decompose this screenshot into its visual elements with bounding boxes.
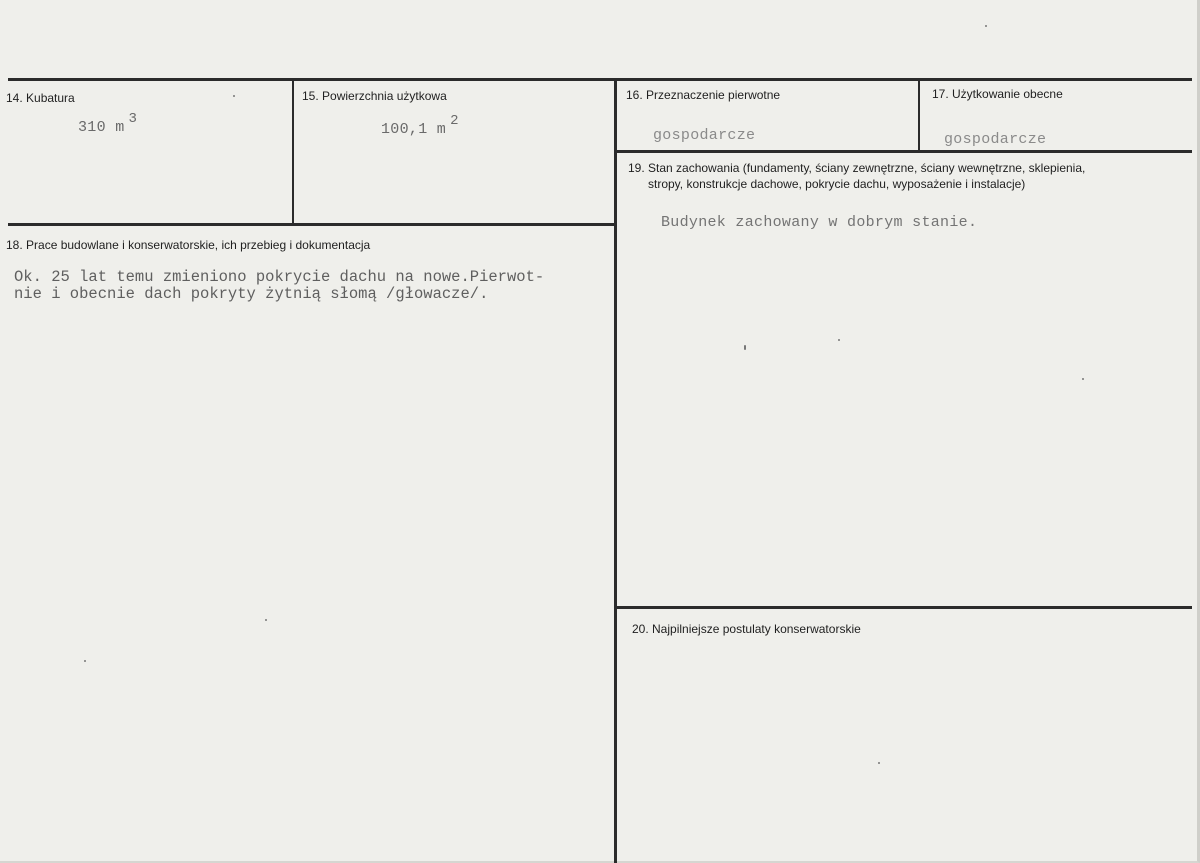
field-15-number: 100,1 m	[381, 121, 447, 138]
field-17-value: gospodarcze	[944, 131, 1047, 148]
field-18-label: 18. Prace budowlane i konserwatorskie, ich przebieg i dokumentacja	[6, 238, 371, 252]
field-19-label-line1: 19. Stan zachowania (fundamenty, ściany zewnętrzne, ściany wewnętrzne, sklepienia,	[628, 161, 1086, 175]
paper-speck	[233, 95, 235, 97]
paper-speck	[878, 762, 880, 764]
paper-speck	[84, 660, 86, 662]
vertical-divider-16-17	[918, 80, 920, 152]
field-16-value: gospodarcze	[653, 127, 756, 144]
paper-speck	[985, 25, 987, 27]
paper-speck	[1082, 378, 1084, 380]
vertical-divider-14-15	[292, 80, 294, 225]
row-divider-left	[8, 223, 615, 226]
field-17-label: 17. Użytkowanie obecne	[932, 87, 1063, 101]
field-18-line: Ok. 25 lat temu zmieniono pokrycie dachu na nowe.Pierwot-	[14, 268, 545, 286]
paper-speck	[838, 339, 840, 341]
row-divider-right-top	[615, 150, 1192, 153]
top-border-line	[8, 78, 1192, 81]
field-18-text	[14, 269, 544, 303]
paper-speck	[265, 619, 267, 621]
field-15-value	[381, 113, 459, 138]
field-14-value	[78, 111, 138, 136]
field-14-label: 14. Kubatura	[6, 91, 75, 105]
field-14-number: 310 m	[78, 119, 125, 136]
field-18-line: nie i obecnie dach pokryty żytnią słomą /głowacze/.	[14, 285, 489, 303]
row-divider-right-bottom	[615, 606, 1192, 609]
field-15-exponent: 2	[450, 113, 459, 129]
field-19-label-line2: stropy, konstrukcje dachowe, pokrycie dachu, wyposażenie i instalacje)	[648, 177, 1026, 191]
field-19-value: Budynek zachowany w dobrym stanie.	[661, 214, 978, 231]
paper-speck	[744, 345, 746, 350]
vertical-divider-main	[614, 80, 617, 863]
field-16-label: 16. Przeznaczenie pierwotne	[626, 88, 781, 102]
field-15-label: 15. Powierzchnia użytkowa	[302, 89, 447, 103]
field-20-label: 20. Najpilniejsze postulaty konserwatorskie	[632, 622, 861, 636]
field-14-exponent: 3	[128, 111, 138, 127]
